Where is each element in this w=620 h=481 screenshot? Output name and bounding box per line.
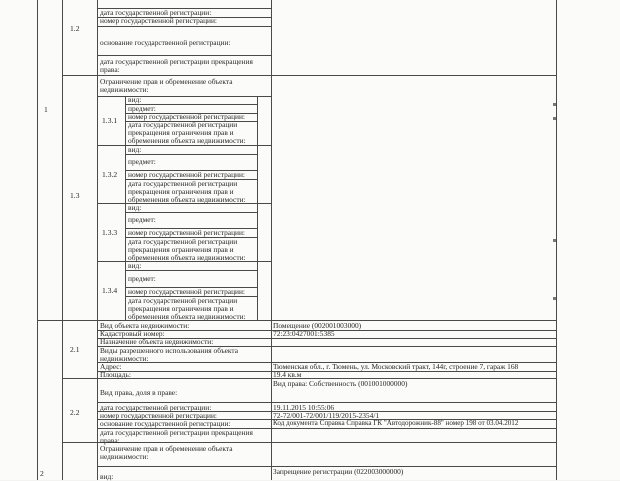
row-number-2: 2 [40,469,44,478]
label-subject: предмет: [128,215,156,224]
label-end: дата государственной регистрации [128,120,238,129]
label-reg-number: номер государственной регистрации: [100,411,217,420]
label-cadastral: Кадастровый номер: [100,329,165,338]
value-reg-basis: Код документа Справка Справка ГК "Автодорожник-88" номер 198 от 03.04.2012 [273,419,519,427]
label-permitted-use: Виды разрешенного использования объекта [100,346,239,355]
label-end: дата государственной регистрации [128,296,238,305]
label-reg-number: номер государственной регистрации: [128,228,245,237]
label-reg-number: номер государственной регистрации: [128,287,245,296]
label-subject: предмет: [128,104,156,113]
value-object-kind: Помещение (002001003000) [273,321,362,330]
label-kind: вид: [100,472,114,481]
label-end-2: прекращения ограничения прав и [128,187,234,196]
label-subject: предмет: [128,274,156,283]
row-number-1-3-4: 1.3.4 [102,286,118,295]
value-address: Тюменская обл., г. Тюмень, ул. Московский тракт, 144г, строение 7, гараж 168 [273,362,519,371]
label-reg-end-date: дата государственной регистрации прекращения [100,57,253,66]
table-border-right [556,0,557,480]
label-kind: вид: [128,261,142,270]
label-reg-date: дата государственной регистрации: [100,8,212,17]
value-right-kind: Вид права: Собственность (001001000000) [273,379,408,388]
label-purpose: Назначение объекта недвижимости: [100,337,214,346]
label-subject: предмет: [128,157,156,166]
label-kind: вид: [128,203,142,212]
row-line [97,96,272,97]
scan-mark [553,239,556,242]
label-reg-number: номер государственной регистрации: [100,16,217,25]
label-reg-end-date: дата государственной регистрации прекращения [100,428,253,437]
value-reg-number: 72-72/001-72/001/119/2015-2354/1 [273,411,380,420]
label-end-2: прекращения ограничения прав и [128,245,234,254]
label-end-3: обременения объекта недвижимости: [128,195,246,204]
label-end-2: прекращения ограничения прав и [128,304,234,313]
label-area: Площадь: [100,370,131,379]
label-reg-end-date-2: права: [100,65,120,74]
row-number-1-3-2: 1.3.2 [102,170,118,179]
label-object-kind: Вид объекта недвижимости: [100,321,190,330]
row-number-1-3: 1.3 [70,191,80,200]
label-reg-number: номер государственной регистрации: [128,170,245,179]
row-number-1-2: 1.2 [70,24,80,33]
label-end: дата государственной регистрации [128,179,238,188]
col-divider-1 [62,0,63,480]
label-right-kind: Вид права, доля в праве: [100,388,178,397]
label-reg-basis: основание государственной регистрации: [100,38,231,47]
label-reg-number: номер государственной регистрации: [128,112,245,121]
row-line [125,270,258,271]
label-end: дата государственной регистрации [128,237,238,246]
label-reg-date: дата государственной регистрации: [100,403,212,412]
row-line [97,55,272,56]
label-permitted-use-2: недвижимости: [100,354,149,363]
table-border-left [37,0,38,480]
value-area: 19.4 кв.м [273,370,302,379]
value-cadastral: 72:23:0427001:5385 [273,329,335,338]
label-kind: вид: [128,145,142,154]
label-reg-end-date-2: права: [100,436,120,445]
label-end-3: обременения объекта недвижимости: [128,253,246,262]
row-line [62,75,556,76]
label-end-3: обременения объекта недвижимости: [128,312,246,321]
row-line [97,371,556,372]
label-reg-basis: основание государственной регистрации: [100,419,231,428]
row-number-2-2: 2.2 [70,408,80,417]
scan-mark [553,297,556,300]
label-kind: вид: [128,95,142,104]
row-line [125,212,258,213]
label-restriction: Ограничение прав и обременение объекта [100,444,233,453]
label-restriction-2: недвижимости: [100,85,149,94]
label-end-3: обременения объекта недвижимости: [128,136,246,145]
value-reg-date: 19.11.2015 10:55:06 [273,403,335,412]
row-number-2-1: 2.1 [70,345,80,354]
label-restriction: Ограничение прав и обременение объекта [100,77,233,86]
label-address: Адрес: [100,362,122,371]
row-number-1-3-3: 1.3.3 [102,228,118,237]
label-restriction-2: недвижимости: [100,452,149,461]
row-number-1: 1 [44,105,48,114]
col-divider-label [271,0,272,480]
row-line [125,154,258,155]
row-line [97,145,272,146]
row-number-1-3-1: 1.3.1 [102,116,118,125]
scan-mark [553,103,556,106]
label-end-2: прекращения ограничения прав и [128,128,234,137]
scan-mark [553,117,556,120]
row-line [97,26,272,27]
row-line [62,442,556,443]
col-divider-2 [97,0,98,480]
value-restriction-kind: Запрещение регистрации (022003000000) [273,467,404,476]
